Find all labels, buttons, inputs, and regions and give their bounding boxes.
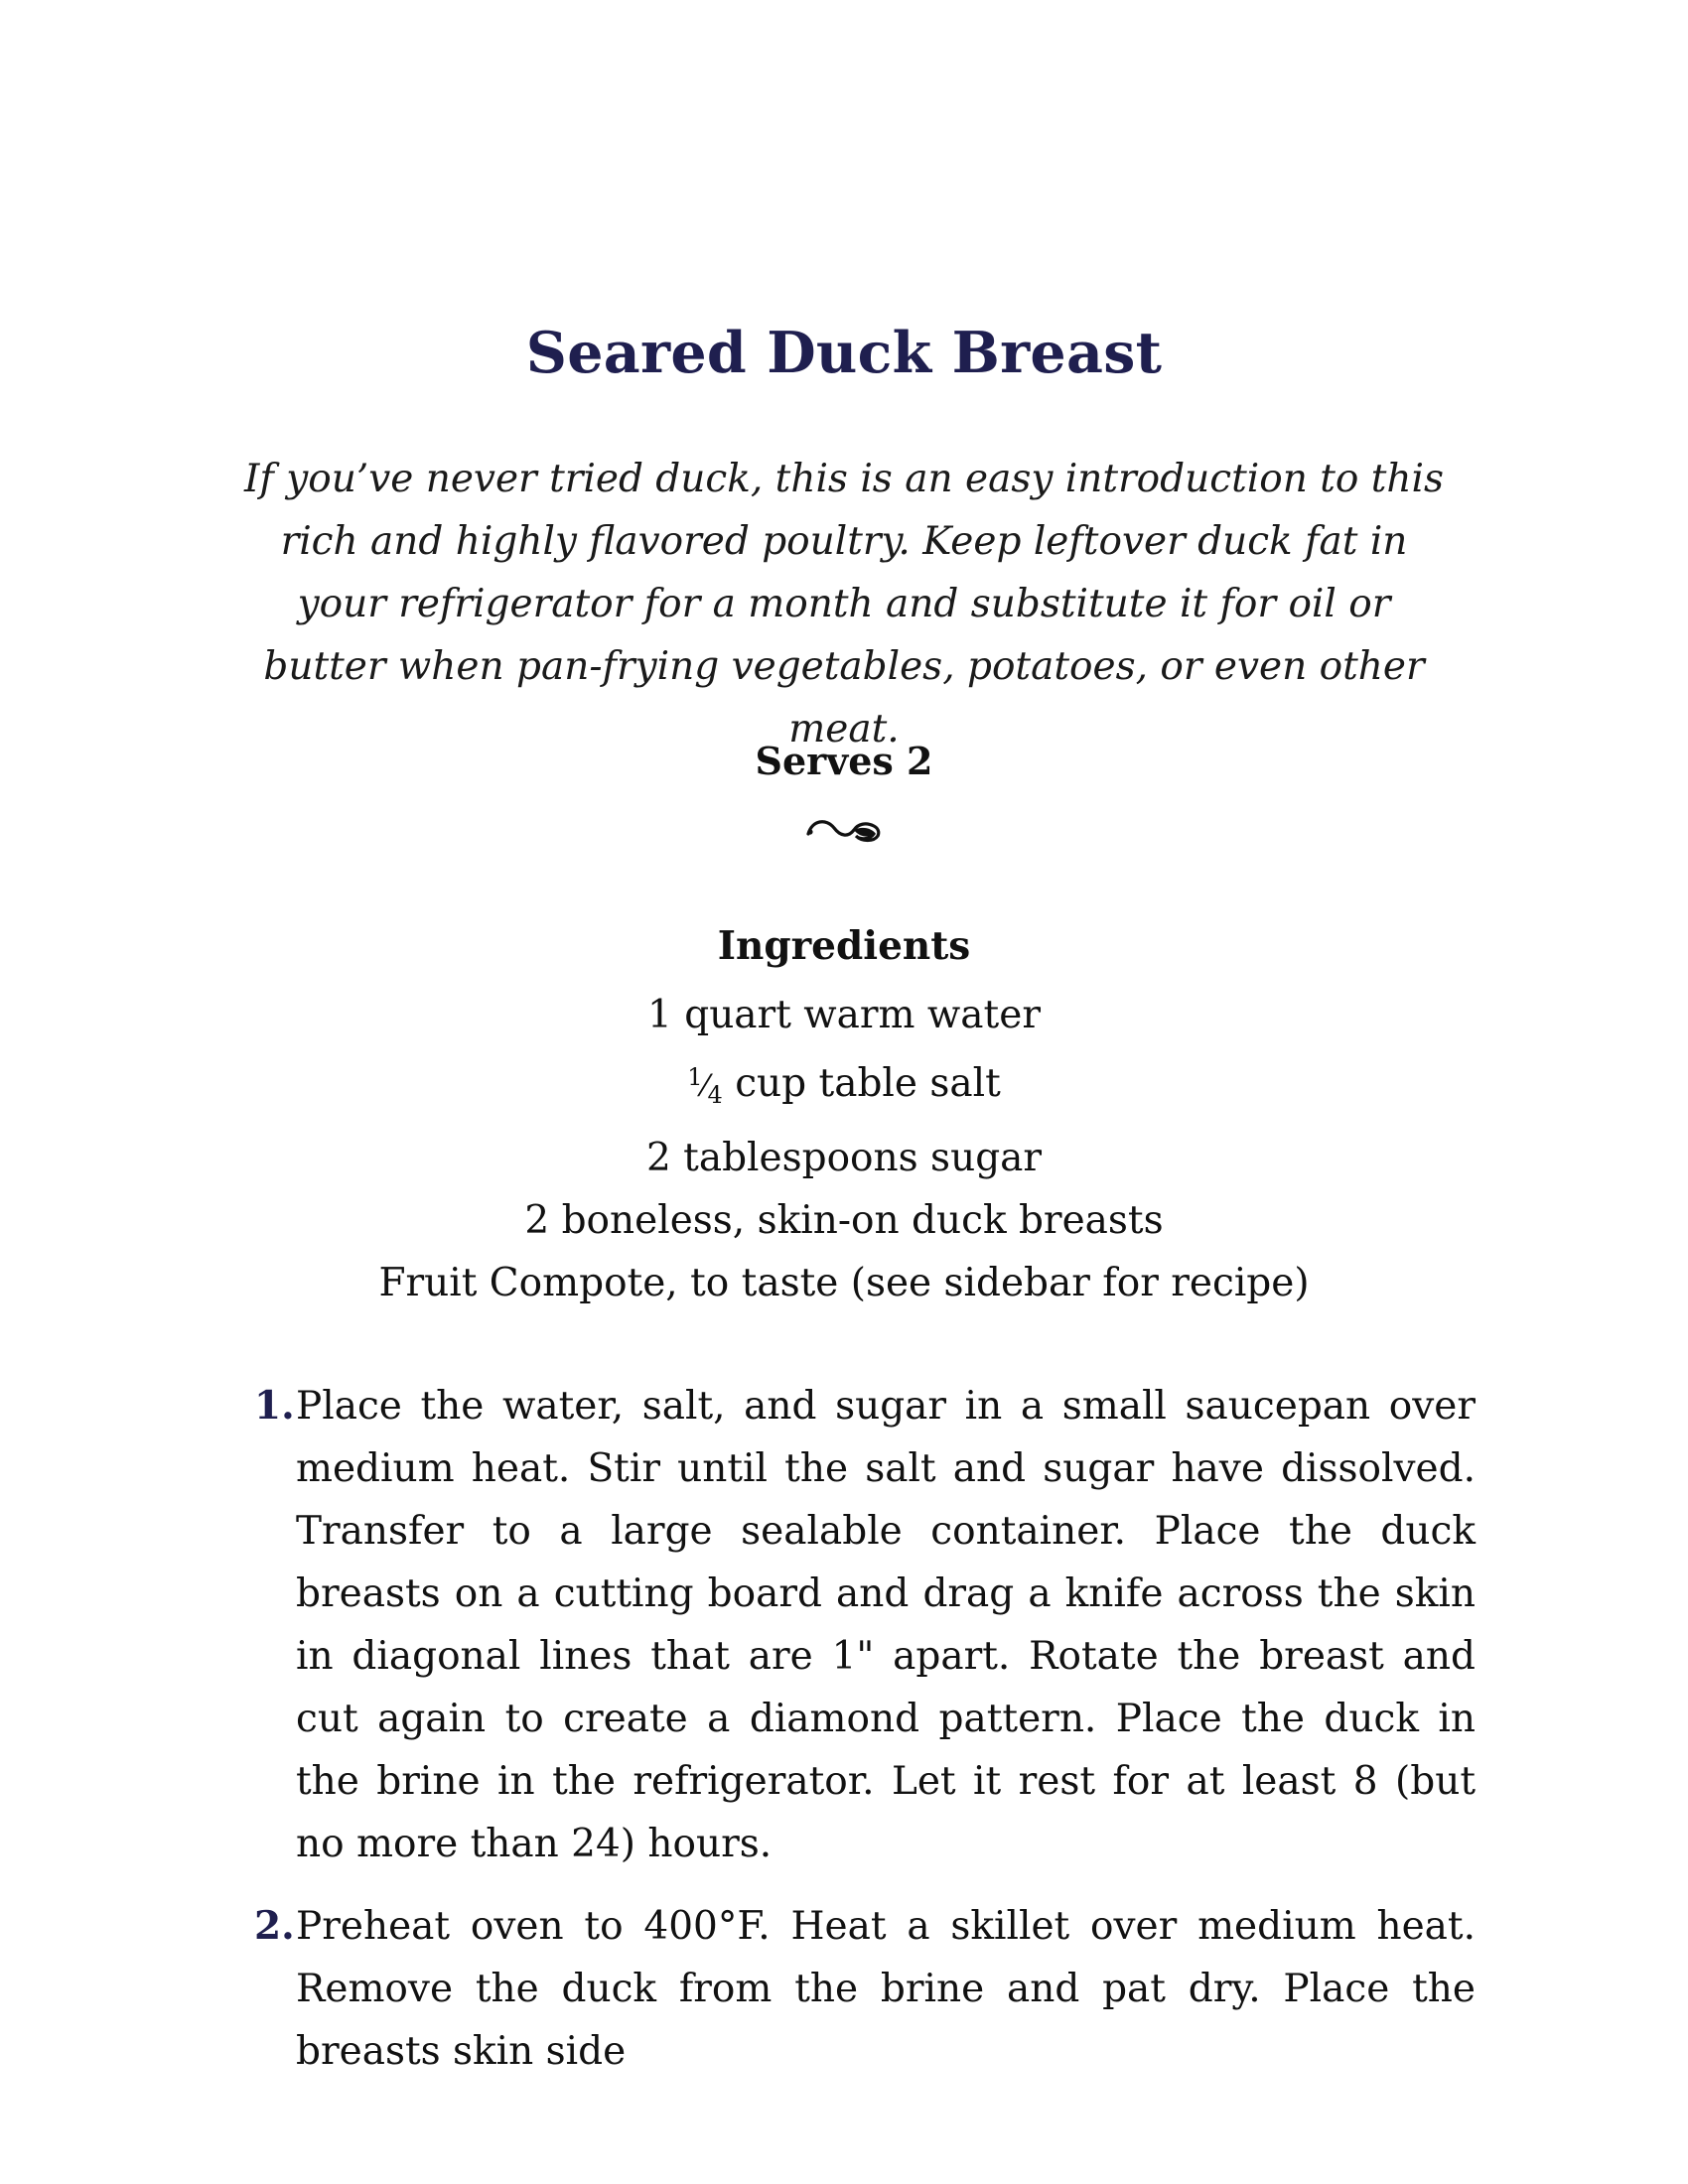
fraction: $^1⁄_4$ (687, 1063, 723, 1109)
ingredient-item: 1 quart warm water (647, 993, 1041, 1037)
fleuron-swash-icon (804, 812, 884, 848)
step-number: 1. (254, 1383, 295, 1429)
ingredient-item: 2 boneless, skin-on duck breasts (524, 1198, 1164, 1243)
ingredient-item: $^1⁄_4$ cup table salt (687, 1061, 1001, 1109)
recipe-intro: If you’ve never tried duck, this is an easy introduction to this rich and highly flavored poultry. Keep leftover duck fat in your refrigerator for a month and substitute it for oil or butter when pan-frying vegetables, potatoes, or even other meat. (243, 457, 1445, 751)
direction-step (254, 1375, 1476, 1875)
ingredient-item: 2 tablespoons sugar (645, 1136, 1043, 1180)
directions-list (254, 1375, 1476, 2103)
ingredients-list (0, 984, 1688, 1314)
ingredient-item: Fruit Compote, to taste (see sidebar for recipe) (378, 1261, 1310, 1305)
recipe-title: Seared Duck Breast (525, 320, 1163, 386)
step-number: 2. (254, 1903, 295, 1949)
serves-count: Serves 2 (755, 739, 933, 783)
step-text: Place the water, salt, and sugar in a small saucepan over medium heat. Stir until the salt and sugar have dissolved. Transfer to a large sealable container. Place the duck breasts on a cutting board and drag a knife across the skin in diagonal lines that are 1" apart. Rotate the breast and cut again to create a diamond pattern. Place the duck in the brine in the refrigerator. Let it rest for at least 8 (but no more than 24) hours. (296, 1384, 1476, 1866)
step-text: Preheat oven to 400°F. Heat a skillet over medium heat. Remove the duck from the brine and pat dry. Place the breasts skin side (296, 1904, 1476, 2074)
direction-step (254, 1895, 1476, 2083)
ingredients-heading: Ingredients (717, 923, 971, 969)
